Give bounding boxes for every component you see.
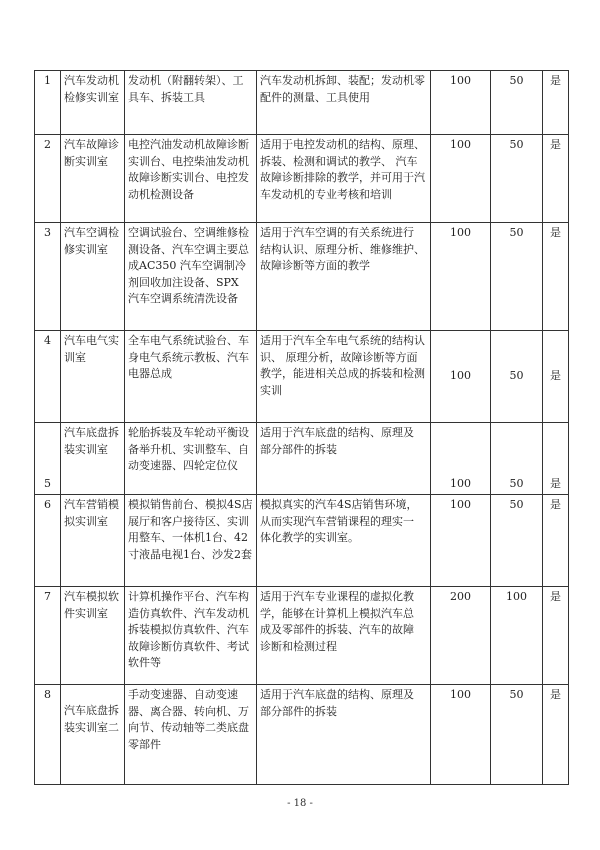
status-cell: 是 bbox=[543, 71, 569, 135]
row-number: 6 bbox=[35, 495, 61, 587]
count-cell: 50 bbox=[491, 71, 543, 135]
table-row bbox=[35, 223, 569, 331]
function-cell: 适用于汽车底盘的结构、原理及 部分部件的拆装 bbox=[257, 423, 431, 495]
page-number: - 18 - bbox=[287, 798, 313, 809]
count-cell: 50 bbox=[491, 685, 543, 785]
equipment-cell: 手动变速器、自动变速器、离合器、转向机、万向节、传动轴等二类底盘零部件 bbox=[125, 685, 257, 785]
students-cell: 100 bbox=[431, 71, 491, 135]
count-cell: 50 bbox=[491, 135, 543, 223]
room-name: 汽车营销模拟实训室 bbox=[61, 495, 125, 587]
room-name: 汽车模拟软件实训室 bbox=[61, 587, 125, 685]
table-row bbox=[35, 495, 569, 587]
equipment-cell: 计算机操作平台、汽车构造仿真软件、汽车发动机拆装模拟仿真软件、汽车故障诊断仿真软件、考试软件等 bbox=[125, 587, 257, 685]
room-name: 汽车底盘拆装实训室二 bbox=[61, 685, 125, 785]
table-row bbox=[35, 587, 569, 685]
count-cell: 50 bbox=[491, 423, 543, 495]
row-number: 8 bbox=[35, 685, 61, 785]
row-number: 4 bbox=[35, 331, 61, 423]
function-cell: 汽车发动机拆卸、装配；发动机零配件的测量、工具使用 bbox=[257, 71, 431, 135]
function-cell: 适用于汽车底盘的结构、原理及 部分部件的拆装 bbox=[257, 685, 431, 785]
equipment-cell: 空调试验台、空调维修检测设备、汽车空调主要总成AC350 汽车空调制冷剂回收加注设备、SPX 汽车空调系统清洗设备 bbox=[125, 223, 257, 331]
function-cell: 适用于电控发动机的结构、原理、 拆装、检测和调试的教学、 汽车故障诊断排除的教学，并可用于汽车发动机的专业考核和培训 bbox=[257, 135, 431, 223]
table-row bbox=[35, 71, 569, 135]
count-cell: 100 bbox=[491, 587, 543, 685]
status-cell: 是 bbox=[543, 587, 569, 685]
students-cell: 200 bbox=[431, 587, 491, 685]
status-cell: 是 bbox=[543, 495, 569, 587]
room-name: 汽车发动机检修实训室 bbox=[61, 71, 125, 135]
status-cell: 是 bbox=[543, 135, 569, 223]
room-name: 汽车空调检修实训室 bbox=[61, 223, 125, 331]
row-number: 3 bbox=[35, 223, 61, 331]
students-cell: 100 bbox=[431, 685, 491, 785]
status-cell: 是 bbox=[543, 685, 569, 785]
status-cell: 是 bbox=[543, 331, 569, 423]
count-cell: 50 bbox=[491, 331, 543, 423]
equipment-cell: 模拟销售前台、模拟4S店展厅和客户接待区、实训用整车、一体机1台、42寸液晶电视1台、沙发2套 bbox=[125, 495, 257, 587]
lab-table bbox=[34, 70, 569, 785]
room-name: 汽车故障诊断实训室 bbox=[61, 135, 125, 223]
function-cell: 模拟真实的汽车4S店销售环境，从而实现汽车营销课程的理实一 体化教学的实训室。 bbox=[257, 495, 431, 587]
table-row bbox=[35, 423, 569, 495]
equipment-cell: 发动机（附翻转架）、工具车、拆装工具 bbox=[125, 71, 257, 135]
equipment-cell: 轮胎拆装及车轮动平衡设备举升机、实训整车、自动变速器、四轮定位仪 bbox=[125, 423, 257, 495]
function-cell: 适用于汽车空调的有关系统进行 结构认识、原理分析、维修维护、 故障诊断等方面的教学 bbox=[257, 223, 431, 331]
status-cell: 是 bbox=[543, 423, 569, 495]
room-name: 汽车底盘拆装实训室 bbox=[61, 423, 125, 495]
students-cell: 100 bbox=[431, 135, 491, 223]
row-number: 7 bbox=[35, 587, 61, 685]
row-number: 2 bbox=[35, 135, 61, 223]
equipment-cell: 全车电气系统试验台、车身电气系统示教板、汽车电器总成 bbox=[125, 331, 257, 423]
function-cell: 适用于汽车专业课程的虚拟化教 学，能够在计算机上模拟汽车总 成及零部件的拆装、汽车的故障 诊断和检测过程 bbox=[257, 587, 431, 685]
equipment-cell: 电控汽油发动机故障诊断实训台、电控柴油发动机故障诊断实训台、电控发动机检测设备 bbox=[125, 135, 257, 223]
students-cell: 100 bbox=[431, 495, 491, 587]
row-number: 5 bbox=[35, 423, 61, 495]
table-row bbox=[35, 331, 569, 423]
table-row bbox=[35, 685, 569, 785]
room-name: 汽车电气实训室 bbox=[61, 331, 125, 423]
students-cell: 100 bbox=[431, 423, 491, 495]
count-cell: 50 bbox=[491, 223, 543, 331]
function-cell: 适用于汽车全车电气系统的结构认识、 原理分析，故障诊断等方面教学，能进相关总成的拆装和检测实训 bbox=[257, 331, 431, 423]
students-cell: 100 bbox=[431, 223, 491, 331]
students-cell: 100 bbox=[431, 331, 491, 423]
row-number: 1 bbox=[35, 71, 61, 135]
table-row bbox=[35, 135, 569, 223]
status-cell: 是 bbox=[543, 223, 569, 331]
count-cell: 50 bbox=[491, 495, 543, 587]
